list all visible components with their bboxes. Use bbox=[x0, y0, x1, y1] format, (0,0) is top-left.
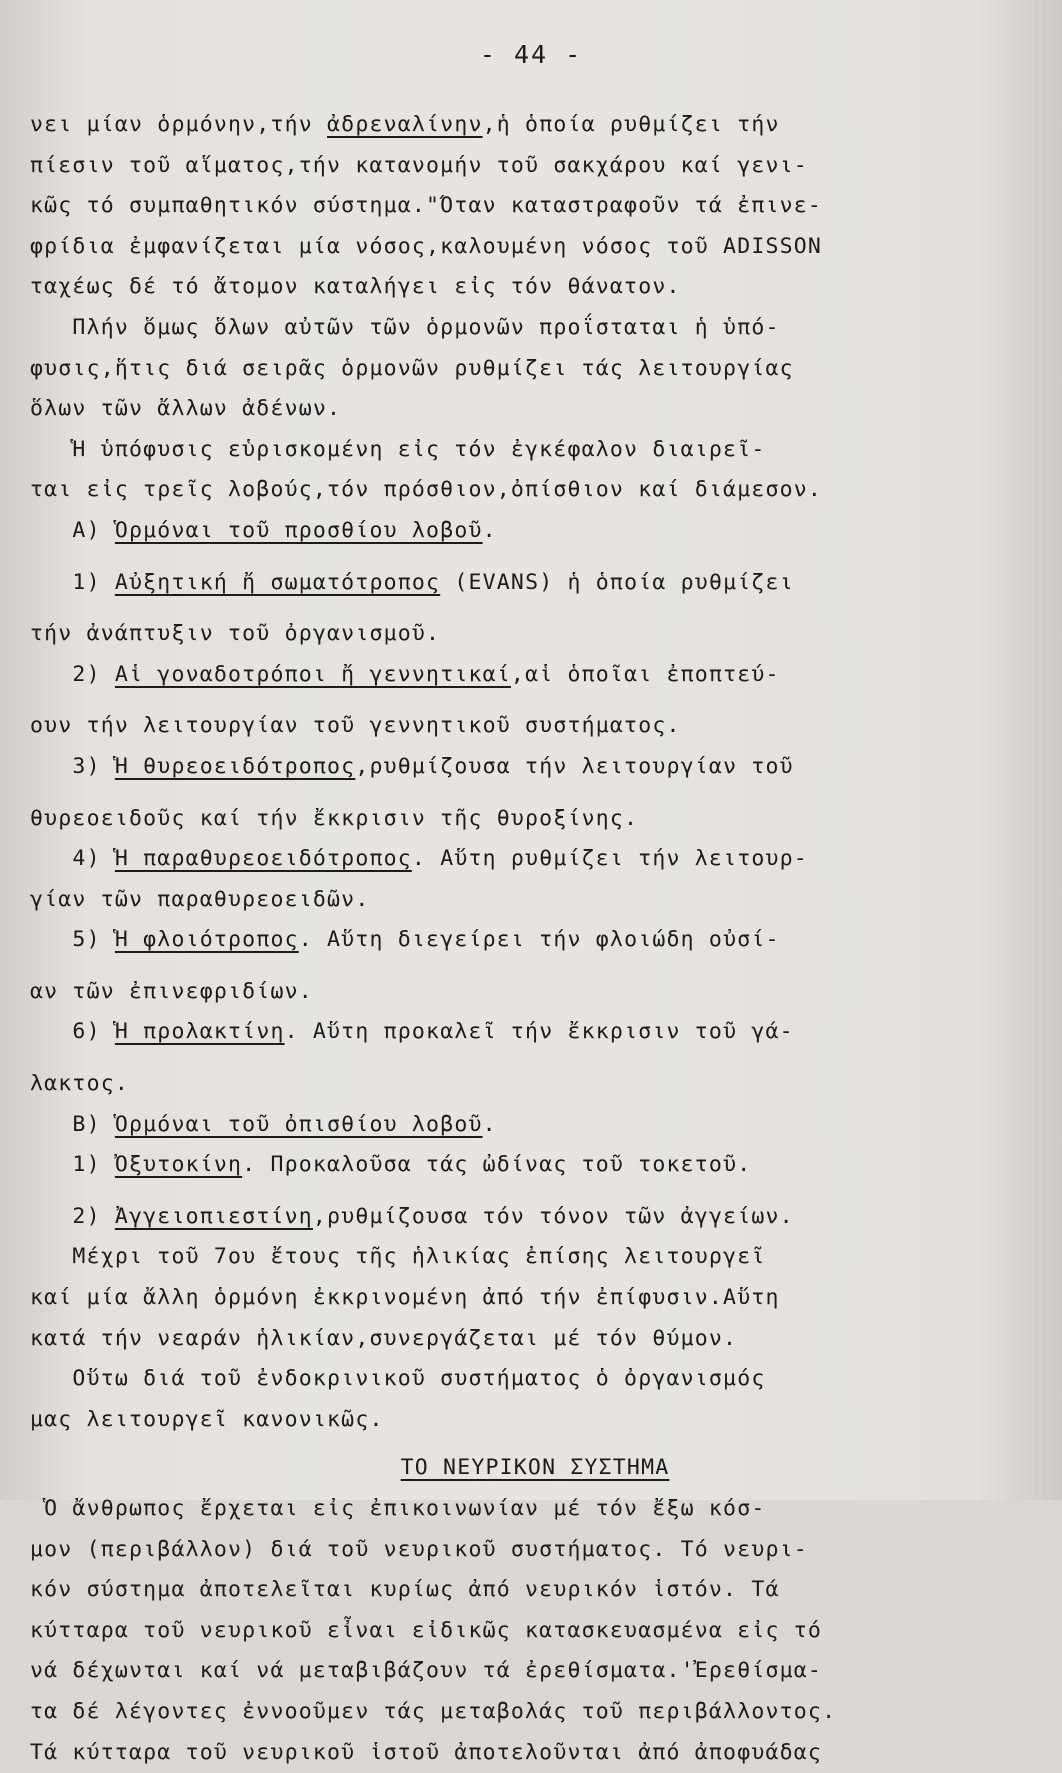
line-text: κατά τήν νεαράν ἡλικίαν,συνεργάζεται μέ τόν θύμον. bbox=[30, 1325, 738, 1351]
text-line bbox=[30, 1359, 1040, 1400]
underlined-term: Ἡ θυρεοειδότροπος bbox=[114, 753, 356, 779]
underlined-term: Ἀγγειοπιεστίνη bbox=[114, 1203, 313, 1229]
text-line bbox=[30, 146, 1040, 187]
text-line bbox=[30, 105, 1040, 146]
line-text: Ὁ ἄνθρωπος ἔρχεται εἰς ἐπικοινωνίαν μέ τόν ἔξω κόσ- bbox=[30, 1496, 766, 1521]
text-line bbox=[30, 389, 1040, 430]
line-text: 5) bbox=[30, 927, 115, 953]
line-text: νά δέχωνται καί νά μεταβιβάζουν τά ἐρεθίσματα.'Ἐρεθίσμα- bbox=[30, 1658, 823, 1684]
text-line bbox=[30, 1692, 1040, 1733]
line-text: ται εἰς τρεῖς λοβούς,τόν πρόσθιον,ὀπίσθιον καί διάμεσον. bbox=[30, 477, 823, 503]
line-text: νει μίαν ὁρμόνην,τήν bbox=[30, 112, 328, 137]
text-line bbox=[30, 511, 1040, 552]
text-line bbox=[30, 1237, 1040, 1278]
text-line bbox=[30, 799, 1040, 840]
text-line bbox=[30, 655, 1040, 696]
line-text-rest: . bbox=[482, 1111, 497, 1137]
line-text: θυρεοειδοῦς καί τήν ἔκκρισιν τῆς θυροξίνης. bbox=[30, 805, 639, 831]
line-text: 4) bbox=[30, 846, 115, 872]
line-text: Μέχρι τοῦ 7ου ἔτους τῆς ἡλικίας ἐπίσης λειτουργεῖ bbox=[30, 1244, 766, 1270]
body-text bbox=[30, 105, 1040, 1773]
text-line bbox=[30, 1489, 1040, 1530]
line-text-rest: . Προκαλοῦσα τάς ὠδίνας τοῦ τοκετοῦ. bbox=[242, 1152, 752, 1178]
line-text: γίαν τῶν παραθυρεοειδῶν. bbox=[30, 886, 370, 912]
text-line bbox=[30, 1105, 1040, 1146]
line-text: τα δέ λέγοντες ἐννοοῦμεν τάς μεταβολάς τοῦ περιβάλλοντος. bbox=[30, 1698, 837, 1724]
text-line bbox=[30, 1611, 1040, 1652]
line-text: μας λειτουργεῖ κανονικῶς. bbox=[30, 1406, 384, 1432]
underlined-term: Ἡ παραθυρεοειδότροπος bbox=[114, 846, 412, 872]
text-line bbox=[30, 308, 1040, 349]
line-text: 1) bbox=[30, 569, 115, 595]
page-number: - 44 - bbox=[479, 40, 583, 69]
text-line bbox=[30, 614, 1040, 655]
line-text: 6) bbox=[30, 1019, 115, 1045]
section-heading-text: ΤΟ ΝΕΥΡΙΚΟΝ ΣΥΣΤΗΜΑ bbox=[400, 1455, 670, 1481]
text-line bbox=[30, 1145, 1040, 1186]
line-text: κύτταρα τοῦ νευρικοῦ εἶναι εἰδικῶς κατασκευασμένα εἰς τό bbox=[30, 1617, 823, 1643]
line-text: Οὕτω διά τοῦ ἐνδοκρινικοῦ συστήματος ὁ ὀργανισμός bbox=[30, 1366, 766, 1392]
line-text: κῶς τό συμπαθητικόν σύστημα."Όταν καταστραφοῦν τά ἐπινε- bbox=[30, 193, 823, 219]
text-line bbox=[30, 747, 1040, 788]
text-line bbox=[30, 227, 1040, 268]
text-line bbox=[30, 563, 1040, 604]
text-line bbox=[30, 1530, 1040, 1571]
line-text: Τά κύτταρα τοῦ νευρικοῦ ἱστοῦ ἀποτελοῦνται ἀπό ἀποφυάδας bbox=[30, 1739, 823, 1765]
underlined-term: Ἡ φλοιότροπος bbox=[114, 927, 299, 953]
underlined-term: Ὁρμόναι τοῦ ὀπισθίου λοβοῦ bbox=[114, 1111, 483, 1137]
text-line bbox=[30, 267, 1040, 308]
underlined-term: ἀδρεναλίνην bbox=[327, 112, 483, 137]
line-text: αν τῶν ἐπινεφριδίων. bbox=[30, 978, 313, 1004]
text-line bbox=[30, 880, 1040, 921]
line-text-rest: ,ἡ ὁποία ρυθμίζει τήν bbox=[482, 112, 780, 137]
line-text: Β) bbox=[30, 1111, 115, 1137]
text-line bbox=[30, 972, 1040, 1013]
line-text: Πλήν ὅμως ὅλων αὐτῶν τῶν ὁρμονῶν προΐσταται ἡ ὑπό- bbox=[30, 314, 780, 340]
line-text-rest: . Αὕτη διεγείρει τήν φλοιώδη οὐσί- bbox=[298, 927, 780, 953]
underlined-term: Ἡ προλακτίνη bbox=[114, 1019, 285, 1045]
line-text-rest: ,ρυθμίζουσα τήν λειτουργίαν τοῦ bbox=[355, 753, 794, 779]
text-line bbox=[30, 470, 1040, 511]
text-line bbox=[30, 186, 1040, 227]
underlined-term: Αἱ γοναδοτρόποι ἤ γεννητικαί bbox=[114, 661, 511, 687]
text-line bbox=[30, 1651, 1040, 1692]
underlined-term: Ὀξυτοκίνη bbox=[114, 1152, 243, 1178]
text-line bbox=[30, 1012, 1040, 1053]
line-text-rest: ,αἱ ὁποῖαι ἐποπτεύ- bbox=[510, 661, 780, 687]
text-line bbox=[30, 1400, 1040, 1441]
line-text-rest: . Αὕτη ρυθμίζει τήν λειτουρ- bbox=[411, 846, 808, 872]
underlined-term: Αὐξητική ἤ σωματότροπος bbox=[114, 569, 441, 595]
text-line bbox=[30, 1733, 1040, 1773]
text-line bbox=[30, 706, 1040, 747]
text-line bbox=[30, 1319, 1040, 1360]
line-text: μον (περιβάλλον) διά τοῦ νευρικοῦ συστήματος. Τό νευρι- bbox=[30, 1536, 808, 1562]
text-line bbox=[30, 430, 1040, 471]
line-text: Α) bbox=[30, 517, 115, 543]
underlined-term: Ὁρμόναι τοῦ προσθίου λοβοῦ bbox=[114, 517, 483, 543]
line-text-rest: (EVANS) ἡ ὁποία ρυθμίζει bbox=[440, 569, 794, 595]
line-text-rest: . Αὕτη προκαλεῖ τήν ἔκκρισιν τοῦ γά- bbox=[284, 1019, 794, 1045]
line-text-rest: . bbox=[482, 517, 497, 543]
text-line bbox=[30, 1064, 1040, 1105]
text-line bbox=[30, 1278, 1040, 1319]
line-text: 3) bbox=[30, 753, 115, 779]
section-heading bbox=[30, 1448, 1040, 1489]
line-text: 2) bbox=[30, 661, 115, 687]
line-text: 2) bbox=[30, 1203, 115, 1229]
line-text: Ἡ ὑπόφυσις εὑρισκομένη εἰς τόν ἐγκέφαλον διαιρεῖ- bbox=[30, 436, 766, 462]
text-line bbox=[30, 1197, 1040, 1238]
text-line bbox=[30, 920, 1040, 961]
line-text: φρίδια ἐμφανίζεται μία νόσος,καλουμένη νόσος τοῦ ADISSON bbox=[30, 233, 823, 259]
text-line bbox=[30, 349, 1040, 390]
line-text: τήν ἀνάπτυξιν τοῦ ὀργανισμοῦ. bbox=[30, 621, 441, 647]
line-text: 1) bbox=[30, 1152, 115, 1178]
line-text-rest: ,ρυθμίζουσα τόν τόνον τῶν ἀγγείων. bbox=[312, 1203, 794, 1229]
line-text: ουν τήν λειτουργίαν τοῦ γεννητικοῦ συστήματος. bbox=[30, 713, 681, 739]
line-text: φυσις,ἥτις διά σειρᾶς ὁρμονῶν ρυθμίζει τάς λειτουργίας bbox=[30, 355, 794, 381]
line-text: λακτος. bbox=[30, 1071, 130, 1097]
line-text: πίεσιν τοῦ αἵματος,τήν κατανομήν τοῦ σακχάρου καί γενι- bbox=[30, 152, 808, 178]
text-line bbox=[30, 1570, 1040, 1611]
line-text: ταχέως δέ τό ἄτομον καταλήγει εἰς τόν θάνατον. bbox=[30, 274, 681, 300]
line-text: ὅλων τῶν ἄλλων ἀδένων. bbox=[30, 396, 342, 422]
line-text: καί μία ἄλλη ὁρμόνη ἐκκρινομένη ἀπό τήν ἐπίφυσιν.Αὕτη bbox=[30, 1285, 780, 1311]
line-text: κόν σύστημα ἀποτελεῖται κυρίως ἀπό νευρικόν ἱστόν. Τά bbox=[30, 1577, 780, 1603]
text-line bbox=[30, 839, 1040, 880]
